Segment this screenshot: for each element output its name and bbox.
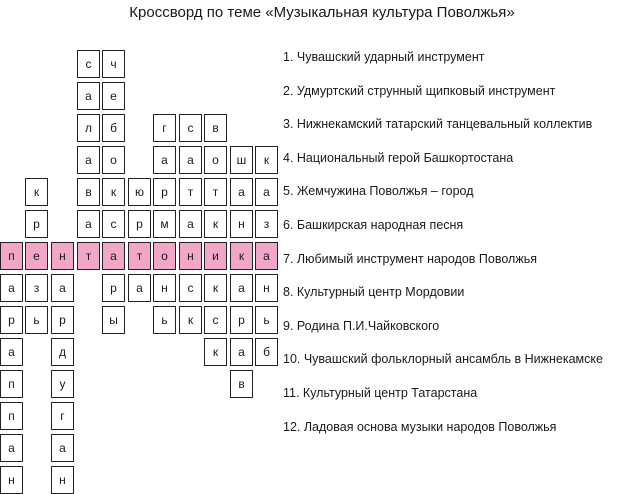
crossword-cell: ю: [128, 178, 151, 206]
crossword-cell: н: [0, 466, 23, 494]
clue-item: 3. Нижнекамский татарский танцевальный коллектив: [283, 117, 593, 132]
clue-item: 6. Башкирская народная песня: [283, 218, 464, 232]
crossword-cell: с: [179, 114, 202, 142]
clue-item: 12. Ладовая основа музыки народов Поволжья: [283, 419, 557, 434]
crossword-cell: с: [77, 50, 100, 78]
crossword-cell: а: [179, 210, 202, 238]
crossword-cell: к: [179, 306, 202, 334]
clue-item: 9. Родина П.И.Чайковского: [283, 318, 440, 333]
crossword-cell: в: [77, 178, 100, 206]
crossword-cell: з: [25, 274, 48, 302]
crossword-cell: к: [25, 178, 48, 206]
crossword-cell: г: [153, 114, 176, 142]
crossword-cell: в: [204, 114, 227, 142]
crossword-cell: н: [179, 242, 202, 270]
crossword-cell: н: [51, 466, 74, 494]
crossword-cell: б: [102, 114, 125, 142]
clue-item: 10. Чувашский фольклорный ансамбль в Нижнекамске: [283, 352, 603, 367]
clue-item: 11. Культурный центр Татарстана: [283, 386, 478, 400]
crossword-cell: к: [255, 146, 278, 174]
crossword-cell: а: [77, 210, 100, 238]
crossword-cell: р: [230, 306, 253, 334]
clue-item: 7. Любимый инструмент народов Поволжья: [283, 251, 537, 266]
crossword-cell: н: [255, 274, 278, 302]
crossword-cell: и: [204, 242, 227, 270]
crossword-cell: т: [204, 178, 227, 206]
crossword-cell: к: [230, 242, 253, 270]
crossword-cell: а: [51, 434, 74, 462]
crossword-cell: п: [0, 242, 23, 270]
crossword-cell: р: [128, 210, 151, 238]
crossword-cell: д: [51, 338, 74, 366]
crossword-cell: в: [230, 370, 253, 398]
crossword-cell: п: [0, 370, 23, 398]
crossword-cell: о: [204, 146, 227, 174]
crossword-cell: у: [51, 370, 74, 398]
crossword-cell: ь: [153, 306, 176, 334]
crossword-cell: р: [51, 306, 74, 334]
crossword-cell: а: [255, 178, 278, 206]
crossword-cell: к: [204, 338, 227, 366]
crossword-cell: а: [0, 274, 23, 302]
crossword-grid: [0, 0, 280, 487]
crossword-cell: а: [255, 242, 278, 270]
clue-item: 1. Чувашский ударный инструмент: [283, 50, 485, 64]
crossword-cell: н: [153, 274, 176, 302]
crossword-cell: а: [179, 146, 202, 174]
crossword-cell: а: [0, 338, 23, 366]
crossword-cell: с: [204, 306, 227, 334]
crossword-cell: к: [204, 274, 227, 302]
crossword-cell: а: [77, 146, 100, 174]
crossword-cell: с: [179, 274, 202, 302]
crossword-cell: р: [153, 178, 176, 206]
clue-item: 5. Жемчужина Поволжья – город: [283, 184, 474, 199]
crossword-cell: а: [0, 434, 23, 462]
crossword-cell: ы: [102, 306, 125, 334]
crossword-cell: е: [25, 242, 48, 270]
crossword-cell: а: [77, 82, 100, 110]
crossword-cell: а: [128, 274, 151, 302]
crossword-cell: е: [102, 82, 125, 110]
crossword-cell: б: [255, 338, 278, 366]
crossword-cell: а: [230, 338, 253, 366]
crossword-cell: р: [0, 306, 23, 334]
crossword-cell: с: [102, 210, 125, 238]
crossword-cell: ш: [230, 146, 253, 174]
clue-item: 8. Культурный центр Мордовии: [283, 285, 465, 300]
crossword-cell: а: [230, 274, 253, 302]
crossword-cell: к: [204, 210, 227, 238]
crossword-cell: о: [102, 146, 125, 174]
clue-item: 2. Удмуртский струнный щипковый инструмент: [283, 83, 556, 98]
crossword-cell: ь: [25, 306, 48, 334]
crossword-cell: г: [51, 402, 74, 430]
crossword-cell: р: [25, 210, 48, 238]
crossword-cell: т: [128, 242, 151, 270]
crossword-cell: о: [153, 242, 176, 270]
crossword-cell: а: [153, 146, 176, 174]
crossword-cell: ч: [102, 50, 125, 78]
crossword-cell: т: [179, 178, 202, 206]
crossword-cell: а: [230, 178, 253, 206]
crossword-cell: ь: [255, 306, 278, 334]
crossword-cell: з: [255, 210, 278, 238]
crossword-title: Кроссворд по теме «Музыкальная культура Поволжья»: [129, 4, 515, 21]
crossword-cell: к: [102, 178, 125, 206]
crossword-cell: п: [0, 402, 23, 430]
crossword-cell: а: [102, 242, 125, 270]
clue-item: 4. Национальный герой Башкортостана: [283, 150, 514, 165]
crossword-cell: л: [77, 114, 100, 142]
crossword-cell: а: [51, 274, 74, 302]
crossword-cell: н: [230, 210, 253, 238]
crossword-cell: м: [153, 210, 176, 238]
crossword-cell: р: [102, 274, 125, 302]
crossword-cell: н: [51, 242, 74, 270]
crossword-cell: т: [77, 242, 100, 270]
